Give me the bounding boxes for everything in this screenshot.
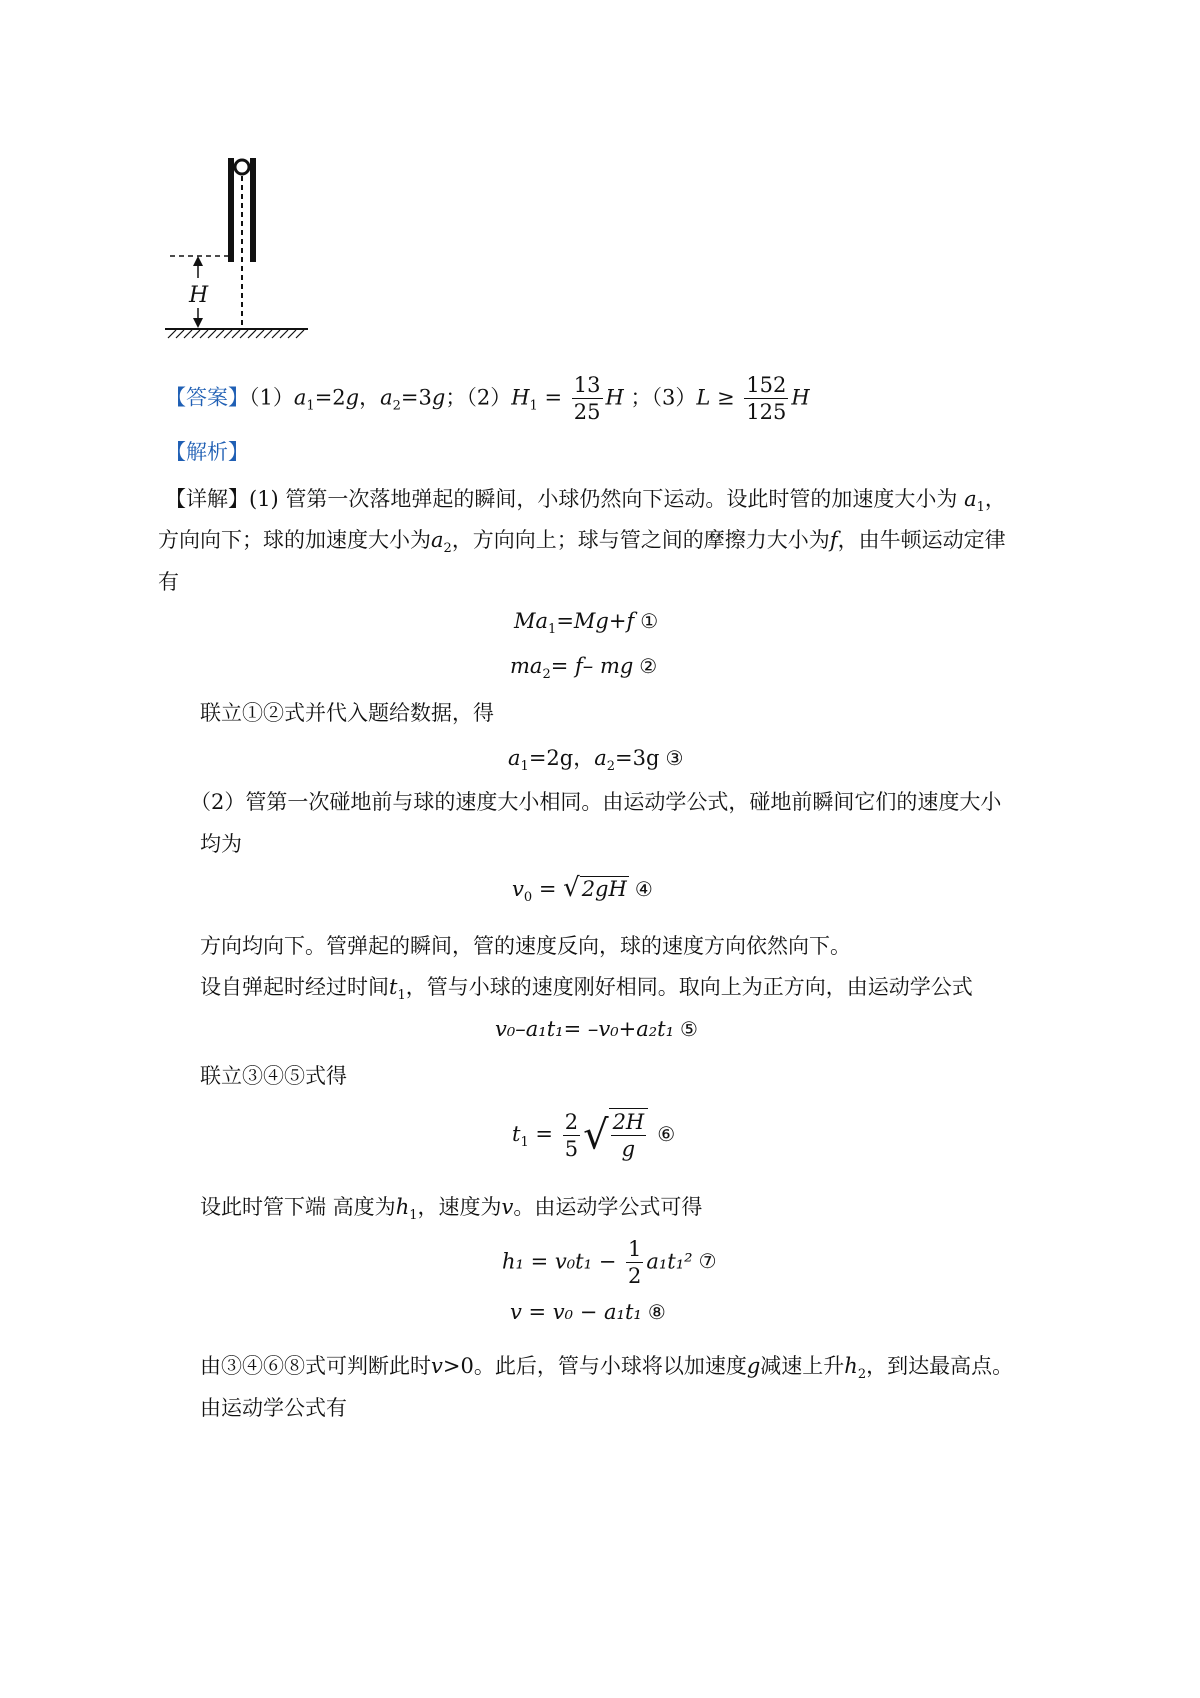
answer-line: 【答案】$(1)a_1=2g$，$a_2=3g$；$(2)H_1$ = $\frac{13}{25}$ H ；（3）L ≥ $\frac{152}{125}$ H: [165, 373, 810, 425]
fraction-2-5: $\frac{2}{5}$: [564, 1109, 579, 1161]
fraction-1-2: $\frac{1}{2}$: [627, 1237, 642, 1289]
equation-2: $ma_2= f-$ mg ②: [510, 654, 658, 683]
equation-7: h₁ = v₀t₁ − $\frac{1}{2}$ a₁t₁² ⑦: [502, 1237, 717, 1289]
part2-line-2: 均为: [200, 832, 242, 856]
equation-5: v₀–a₁t₁= –v₀+a₂t₁ ⑤: [495, 1017, 698, 1041]
detail-line-3: 有: [158, 570, 179, 594]
equation-8: v = v₀ − a₁t₁ ⑧: [510, 1300, 666, 1324]
text-t1: 设自弹起时经过时间$t_1$，管与小球的速度刚好相同。取向上为正方向，由运动学公式: [200, 975, 973, 1004]
sqrt-sign: √: [563, 873, 580, 903]
answer-tag: 【答案】: [165, 385, 249, 410]
detail-line-2: 方向向下；球的加速度大小为$a_2$，方向向上；球与管之间的摩擦力大小为f，由牛顿运动定律: [158, 528, 1006, 557]
fraction-152-125: $\frac{152}{125}$: [746, 373, 787, 425]
fraction-2H-g: $\frac{2H}{g}$: [609, 1108, 649, 1163]
fraction-13-25: $\frac{13}{25}$: [573, 373, 601, 425]
sqrt-sign: √: [583, 1112, 609, 1159]
text-join-2: 联立③④⑤式得: [200, 1064, 347, 1088]
analysis-tag: 【解析】: [165, 440, 249, 464]
text-last: 由运动学公式有: [200, 1396, 347, 1420]
equation-6: $t_1$ = $\frac{2}{5}$ √ $\frac{2H}{g}$ ⑥: [512, 1109, 676, 1162]
text-join-1: 联立①②式并代入题给数据，得: [200, 701, 494, 725]
equation-1: $Ma_1=Mg+f$ ①: [514, 609, 659, 638]
text-h1: 设此时管下端 高度为$h_1$，速度为v。由运动学公式可得: [200, 1195, 703, 1224]
equation-3: $a_1=2g$，$a_2=3g$ ③: [508, 746, 684, 775]
figure-label-H: H: [189, 283, 209, 308]
part2-line-1: （2）管第一次碰地前与球的速度大小相同。由运动学公式，碰地前瞬间它们的速度大小: [190, 790, 1002, 814]
text-direction: 方向均向下。管弹起的瞬间，管的速度反向，球的速度方向依然向下。: [200, 934, 851, 958]
equation-4: $v_0 = √2gH$ ④: [512, 873, 653, 906]
physics-figure: [160, 150, 320, 350]
text-judge: 由③④⑥⑧式可判断此时v>0。此后，管与小球将以加速度g减速上升$h_2$，到达最高点。: [200, 1354, 1014, 1383]
detail-tag: 【详解】: [165, 487, 249, 511]
detail-line-1: 【详解】(1) 管第一次落地弹起的瞬间，小球仍然向下运动。设此时管的加速度大小为 $a_1$，: [165, 487, 1006, 516]
